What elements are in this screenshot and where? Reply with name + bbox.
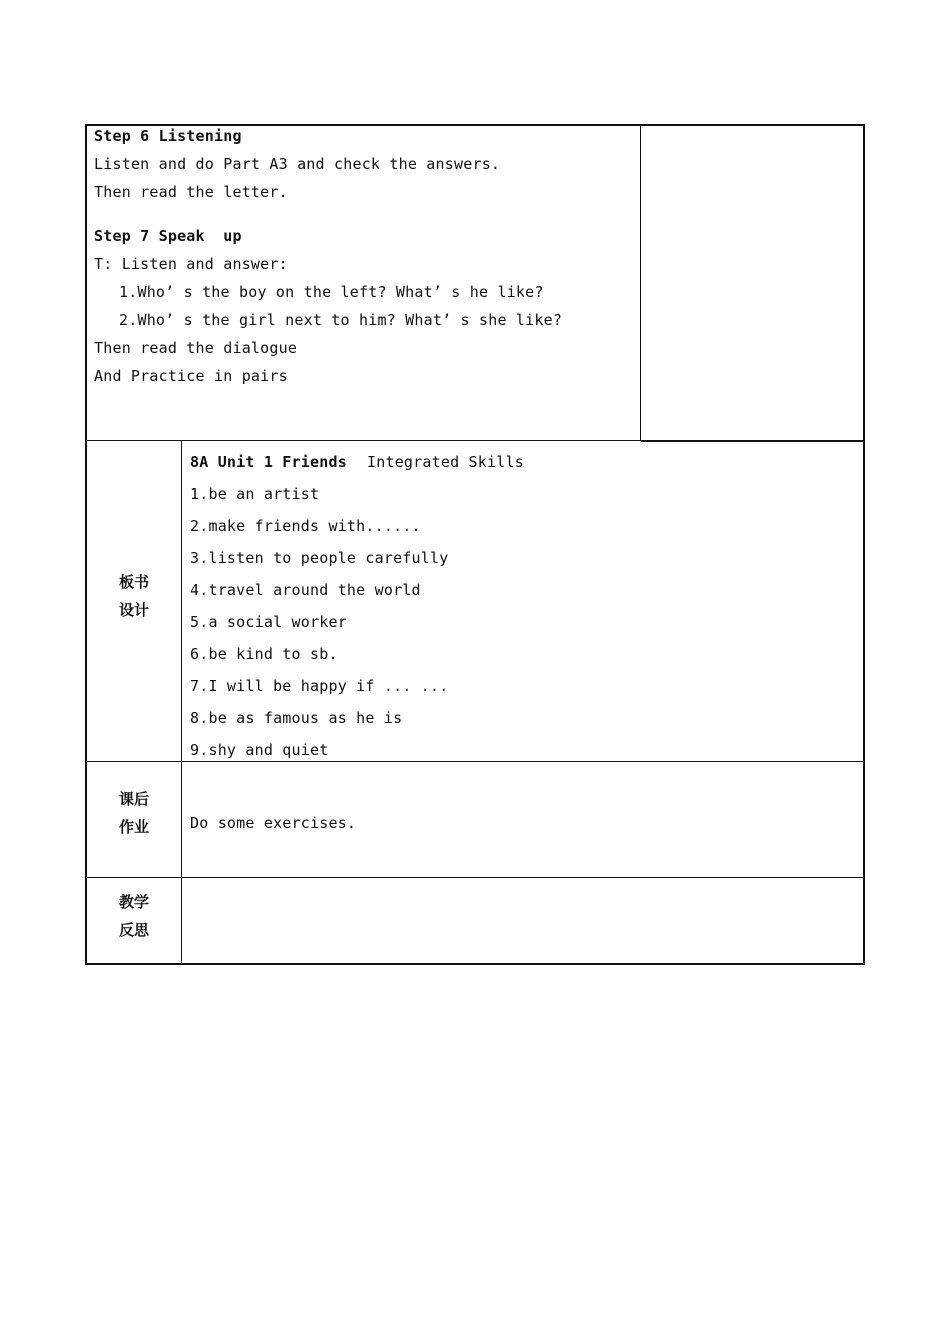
step7-line1: T: Listen and answer:: [94, 255, 288, 273]
board-item: 8.be as famous as he is: [190, 709, 403, 727]
procedure-row: [87, 126, 863, 441]
board-item: 2.make friends with......: [190, 517, 421, 535]
homework-label-2: 作业: [118, 818, 149, 836]
reflection-label-2: 反思: [118, 921, 149, 939]
reflection-label-1: 教学: [118, 893, 149, 911]
board-design-content: [182, 441, 863, 761]
homework-row: [87, 762, 863, 878]
homework-label-cell: [87, 762, 182, 877]
board-title-bold: 8A Unit 1 Friends: [190, 453, 347, 471]
step6-line2: Then read the letter.: [94, 183, 288, 201]
board-item: 1.be an artist: [190, 485, 320, 503]
homework-text: Do some exercises.: [190, 814, 357, 832]
homework-label-1: 课后: [118, 790, 149, 808]
homework-content: [182, 762, 863, 877]
procedure-cell: [87, 126, 641, 440]
board-design-label-1: 板书: [118, 573, 149, 591]
step7-line3: And Practice in pairs: [94, 367, 288, 385]
reflection-label-cell: [87, 878, 182, 963]
step6-line1: Listen and do Part A3 and check the answers.: [94, 155, 501, 173]
reflection-content: [182, 878, 863, 963]
step7-heading: Step 7 Speak up: [94, 227, 242, 245]
step6-heading: Step 6 Listening: [94, 127, 242, 145]
step7-line2: Then read the dialogue: [94, 339, 298, 357]
board-design-label-2: 设计: [118, 601, 149, 619]
reflection-row: [87, 878, 863, 963]
board-item: 7.I will be happy if ... ...: [190, 677, 449, 695]
question-1: 1.Who’ s the boy on the left? What’ s he like?: [119, 283, 544, 301]
question-2: 2.Who’ s the girl next to him? What’ s she like?: [119, 311, 563, 329]
board-item: 4.travel around the world: [190, 581, 421, 599]
board-item: 3.listen to people carefully: [190, 549, 449, 567]
board-design-row: [87, 441, 863, 762]
board-item: 9.shy and quiet: [190, 741, 329, 759]
board-item: 6.be kind to sb.: [190, 645, 338, 663]
lesson-plan-table: [85, 124, 865, 965]
board-title-rest: Integrated Skills: [367, 453, 524, 471]
board-design-label-cell: [87, 441, 182, 761]
notes-cell: [641, 126, 863, 442]
board-item: 5.a social worker: [190, 613, 347, 631]
